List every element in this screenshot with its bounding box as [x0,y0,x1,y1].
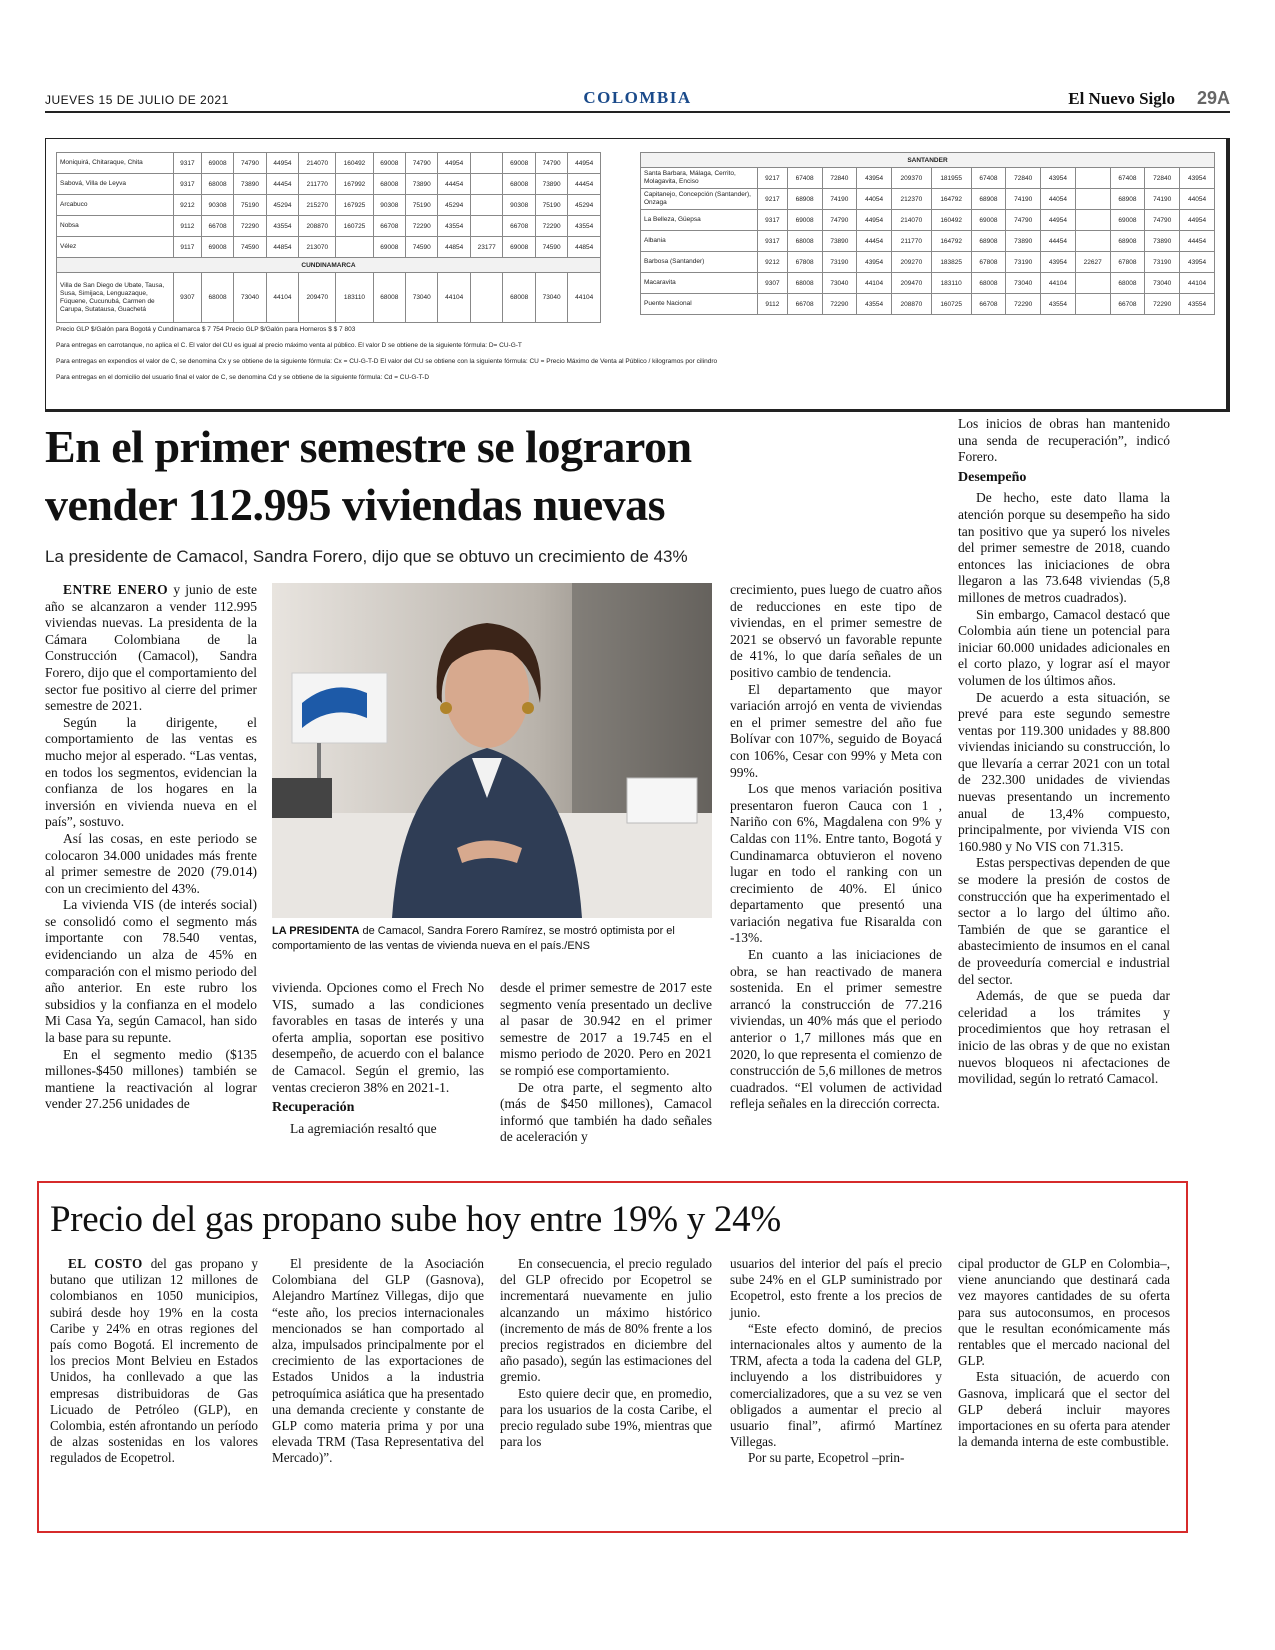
gas-column-3 [500,1256,712,1450]
value-cell: 183110 [336,273,373,323]
value-cell: 69008 [971,210,1006,231]
table-row [57,174,601,195]
value-cell: 69008 [787,210,822,231]
paragraph: Según la dirigente, el comportamiento de las ventas es mucho mejor al esperado. “Las ventas, en todos los segmentos, evidencian la confianza de los hogares en la inversión en vivienda nueva en el país”, sostuvo. [45,714,257,830]
table-row [57,153,601,174]
value-cell: 43554 [438,216,470,237]
value-cell: 66708 [201,216,233,237]
value-cell: 43954 [1180,168,1215,189]
value-cell: 43554 [1041,294,1076,315]
value-cell: 74790 [535,153,567,174]
table-note: Para entregas en expendios el valor de C, se denomina Cx y se obtiene de la siguiente fórmula: Cx = CU-G-T-D El valor del CU se obtiene con la siguiente fórmula: CU = Precio Máximo de Venta al Público / kilogramos por cilindro [56,358,718,365]
article-column-5 [958,416,1170,1088]
value-cell: 167992 [336,174,373,195]
table-note: Para entregas en carrotanque, no aplica el C. El valor del CU es igual al precio máximo venta al público. El valor D se obtiene de la siguiente fórmula: D= CU-G-T [56,342,522,349]
price-table-right [640,152,1215,315]
value-cell: 9317 [758,231,788,252]
value-cell: 22627 [1075,252,1110,273]
paragraph: La vivienda VIS (de interés social) se consolidó como el segmento más importante con 78.540 ventas, evidenciando un alza de 45% en comparación con el mismo periodo del año anterior. En este rubro los subsidios y la confianza en el modelo Mi Casa Ya, según Camacol, han sido la base para su repunte. [45,897,257,1046]
table-note: Para entregas en el domicilio del usuario final el valor de C, se denomina Cd y se obtiene de la siguiente fórmula: Cd = CU-G-T-D [56,374,430,381]
place-cell: Nobsa [57,216,174,237]
value-cell: 44104 [1180,273,1215,294]
subheading: Desempeño [958,469,1027,485]
table-row [641,168,1215,189]
value-cell: 43954 [1041,168,1076,189]
table-row [641,231,1215,252]
value-cell: 67408 [787,168,822,189]
value-cell: 45294 [568,195,601,216]
value-cell: 72840 [1006,168,1041,189]
value-cell: 72840 [1145,168,1180,189]
table-row [641,189,1215,210]
value-cell: 74590 [406,237,438,258]
value-cell: 9217 [758,189,788,210]
value-cell: 45294 [266,195,298,216]
gas-column-5 [958,1256,1170,1450]
gas-column-4 [730,1256,942,1467]
value-cell: 68008 [1110,273,1145,294]
value-cell: 160725 [931,294,971,315]
lead-in: ENTRE ENERO [63,582,169,597]
value-cell: 44954 [1180,210,1215,231]
value-cell: 66708 [1110,294,1145,315]
value-cell: 69008 [1110,210,1145,231]
value-cell: 68008 [787,231,822,252]
table-section-title: SANTANDER [641,153,1215,168]
value-cell [470,195,502,216]
value-cell: 74190 [1006,189,1041,210]
value-cell: 66708 [373,216,405,237]
value-cell: 72290 [234,216,266,237]
value-cell: 9317 [758,210,788,231]
value-cell: 9317 [174,153,202,174]
value-cell: 73890 [1006,231,1041,252]
value-cell: 43954 [1180,252,1215,273]
value-cell: 68008 [373,273,405,323]
value-cell: 74790 [822,210,857,231]
value-cell: 73890 [1145,231,1180,252]
value-cell: 9307 [758,273,788,294]
place-cell: Albania [641,231,758,252]
place-cell: Puente Nacional [641,294,758,315]
value-cell: 44054 [857,189,892,210]
value-cell [1075,210,1110,231]
value-cell: 44854 [568,237,601,258]
value-cell: 74590 [234,237,266,258]
value-cell: 44954 [1041,210,1076,231]
value-cell: 68008 [787,273,822,294]
value-cell: 73890 [822,231,857,252]
value-cell [1075,168,1110,189]
article-column-1 [45,582,257,1113]
table-row [641,273,1215,294]
value-cell: 23177 [470,237,502,258]
value-cell: 68008 [201,174,233,195]
value-cell: 209470 [299,273,336,323]
value-cell: 44854 [438,237,470,258]
value-cell: 214070 [299,153,336,174]
place-cell: Moniquirá, Chitaraque, Chita [57,153,174,174]
paragraph: De acuerdo a esta situación, se prevé para este segundo semestre ventas por 119.300 unidades y 88.800 viviendas iniciando su construcción, lo que llevaría a cerrar 2021 con un total de 232.300 unidades de viviendas nuevas presentando un incremento anual de 13,4% compuesto, principalmente, por vivienda VIS con 160.980 y No VIS con 71.315. [958,689,1170,854]
value-cell: 67408 [1110,168,1145,189]
value-cell: 68008 [373,174,405,195]
table-section-row [641,153,1215,168]
value-cell: 160725 [336,216,373,237]
value-cell: 66708 [971,294,1006,315]
paragraph: La agremiación resaltó que [290,1120,437,1136]
article-column-2 [272,980,484,1137]
value-cell: 73890 [406,174,438,195]
value-cell: 68008 [201,273,233,323]
value-cell [1075,189,1110,210]
value-cell: 67808 [787,252,822,273]
value-cell [470,153,502,174]
value-cell: 68908 [971,189,1006,210]
value-cell: 44054 [1180,189,1215,210]
gas-column-2 [272,1256,484,1467]
value-cell: 74790 [406,153,438,174]
article-headline [45,418,945,534]
value-cell: 69008 [373,153,405,174]
table-row [641,210,1215,231]
paragraph: De otra parte, el segmento alto (más de $450 millones), Camacol informó que también ha dado señales de aceleración y [500,1079,712,1145]
value-cell: 66708 [787,294,822,315]
place-cell: Vélez [57,237,174,258]
value-cell: 66708 [503,216,535,237]
subheading: Recuperación [272,1100,355,1116]
value-cell: 44454 [1041,231,1076,252]
value-cell: 90308 [201,195,233,216]
paragraph: En el segmento medio ($135 millones-$450 millones) también se mantiene la reactivación al lograr vender 27.256 unidades de [45,1046,257,1112]
paragraph: Esto quiere decir que, en promedio, para los usuarios de la costa Caribe, el precio regulado sube 19%, mientras que para los [500,1385,712,1450]
value-cell: 209470 [892,273,932,294]
value-cell [1075,294,1110,315]
value-cell: 44954 [266,153,298,174]
value-cell: 74190 [822,189,857,210]
value-cell: 73040 [406,273,438,323]
value-cell [336,237,373,258]
paragraph: desde el primer semestre de 2017 este segmento venía presentado un declive al pasar de 30.942 en el primer semestre de 2017 a 19.745 en el mismo periodo de 2020. Pero en 2021 se rompió ese comportamiento. [500,980,712,1078]
value-cell: 43554 [1180,294,1215,315]
value-cell: 73040 [822,273,857,294]
value-cell: 74590 [535,237,567,258]
value-cell: 160492 [931,210,971,231]
value-cell: 44104 [266,273,298,323]
table-row [57,273,601,323]
value-cell: 73890 [234,174,266,195]
value-cell: 73040 [1145,273,1180,294]
place-cell: Barbosa (Santander) [641,252,758,273]
value-cell: 68908 [787,189,822,210]
value-cell: 73190 [1145,252,1180,273]
table-row [57,216,601,237]
value-cell: 90308 [503,195,535,216]
paragraph: vivienda. Opciones como el Frech No VIS, sumado a las condiciones favorables en tasas de interés y una oferta amplia, soportan ese positivo desempeño, de acuerdo con el balance de Camacol. Según el gremio, las ventas crecieron 38% en 2021-1. [272,980,484,1095]
value-cell: 45294 [438,195,470,216]
value-cell [1075,231,1110,252]
value-cell: 73190 [1006,252,1041,273]
place-cell: La Belleza, Güepsa [641,210,758,231]
value-cell: 73040 [535,273,567,323]
paragraph: Así las cosas, en este periodo se colocaron 34.000 unidades más frente al primer semestre de 2020 (79.014) con un crecimiento del 43%. [45,830,257,896]
value-cell: 44454 [438,174,470,195]
value-cell: 72290 [535,216,567,237]
value-cell: 68008 [503,273,535,323]
paragraph: Los inicios de obras han mantenido una senda de recuperación”, indicó Forero. [958,416,1170,465]
value-cell: 9217 [758,168,788,189]
value-cell: 44954 [438,153,470,174]
value-cell: 43554 [568,216,601,237]
article-column-4 [730,582,942,1113]
value-cell: 167925 [336,195,373,216]
value-cell: 164792 [931,231,971,252]
value-cell: 160492 [336,153,373,174]
caption-text: de Camacol, Sandra Forero Ramírez, se mostró optimista por el comportamiento de las ventas de vivienda nueva en el país./ENS [272,925,675,952]
value-cell: 67408 [971,168,1006,189]
value-cell [470,174,502,195]
value-cell: 44454 [857,231,892,252]
value-cell: 72290 [822,294,857,315]
value-cell: 44454 [266,174,298,195]
value-cell: 9112 [174,216,202,237]
value-cell: 215270 [299,195,336,216]
value-cell: 75190 [535,195,567,216]
value-cell: 75190 [406,195,438,216]
page-number: 29A [1196,88,1230,108]
value-cell: 72840 [822,168,857,189]
paragraph: del gas propano y butano que utilizan 12 millones de colombianos en 1050 municipios, subirá desde hoy 19% en la costa Caribe y 24% en otras regiones del país como Bogotá. El incremento de los precios Mont Belvieu en Estados Unidos, ha conllevado a que las empresas distribuidoras de Gas Licuado de Petróleo (GLP), en Colombia, estén afrontando un período de alzas sostenidas en los valores regulados de Ecopetrol. [50,1256,259,1466]
value-cell: 68908 [1110,231,1145,252]
value-cell: 43554 [857,294,892,315]
value-cell: 43954 [1041,252,1076,273]
value-cell [470,216,502,237]
table-row [57,237,601,258]
value-cell: 68908 [1110,189,1145,210]
paragraph: crecimiento, pues luego de cuatro años de reducciones en este tipo de viviendas, en el primer semestre de 2021 se observó un favorable repunte de 41%, lo que daría señales de un positivo cambio de tendencia. [730,582,942,680]
header-rule [45,111,1230,113]
value-cell: 73040 [1006,273,1041,294]
headline-line: En el primer semestre se lograron [45,421,692,472]
paragraph: “Este efecto dominó, de precios internacionales altos y aumento de la TRM, afecta a toda la cadena del GLP, incluyendo a los distribuidores y comercializadores, que a su vez se ven obligados a aumentar el precio al usuario final”, afirmó Martínez Villegas. [730,1320,942,1450]
place-cell: Macaravita [641,273,758,294]
photo-caption [272,924,712,954]
paragraph: cipal productor de GLP en Colombia–, viene anunciando que destinará cada vez mayores cantidades de su oferta para sus autoconsumos, en procesos que le resultan económicamente más rentables que el mercado nacional del GLP. [958,1256,1170,1369]
paragraph: Esta situación, de acuerdo con Gasnova, implicará que el sector del GLP deberá incluir mayores importaciones en su oferta para atender la demanda interna de este combustible. [958,1369,1170,1450]
place-cell: Sabová, Villa de Leyva [57,174,174,195]
value-cell: 74790 [1145,210,1180,231]
value-cell: 209370 [892,168,932,189]
value-cell: 44104 [568,273,601,323]
value-cell: 44954 [857,210,892,231]
paragraph: y junio de este año se alcanzaron a vender 112.995 viviendas nuevas. La presidenta de la Cámara Colombiana de la Construcción (Camacol), Sandra Forero, dijo que el comportamiento del sector fue positivo al cierre del primer semestre de 2021. [45,582,257,714]
value-cell: 44104 [857,273,892,294]
table-row [57,195,601,216]
caption-lead: LA PRESIDENTA [272,925,360,937]
value-cell: 213070 [299,237,336,258]
paragraph: Estas perspectivas dependen de que se modere la presión de costos de construcción que ha experimentado el sector a lo largo del último año. También de que se garantice el abastecimiento de insumos en el canal de proveeduría comercial e industrial del sector. [958,855,1170,987]
value-cell: 44104 [438,273,470,323]
value-cell: 9317 [174,174,202,195]
value-cell: 75190 [234,195,266,216]
value-cell: 44054 [1041,189,1076,210]
value-cell: 74790 [1006,210,1041,231]
value-cell: 183110 [931,273,971,294]
value-cell: 44104 [1041,273,1076,294]
value-cell: 44954 [568,153,601,174]
value-cell: 68008 [503,174,535,195]
value-cell: 73040 [234,273,266,323]
value-cell: 211770 [299,174,336,195]
value-cell: 181955 [931,168,971,189]
value-cell: 90308 [373,195,405,216]
value-cell: 73890 [535,174,567,195]
value-cell: 69008 [201,237,233,258]
article-subhead: La presidente de Camacol, Sandra Forero, dijo que se obtuvo un crecimiento de 43% [45,547,688,566]
value-cell: 72290 [1006,294,1041,315]
value-cell: 43554 [266,216,298,237]
value-cell: 69008 [373,237,405,258]
place-cell: Arcabuco [57,195,174,216]
value-cell: 73190 [822,252,857,273]
value-cell: 68908 [971,231,1006,252]
paragraph: usuarios del interior del país el precio sube 24% en el GLP suministrado por Ecopetrol, esto frente a los precios de junio. [730,1256,942,1320]
value-cell: 164792 [931,189,971,210]
value-cell: 9212 [174,195,202,216]
value-cell: 68008 [971,273,1006,294]
value-cell: 9307 [174,273,202,323]
table-section-title: CUNDINAMARCA [57,258,601,273]
value-cell: 212370 [892,189,932,210]
value-cell: 67808 [971,252,1006,273]
place-cell: Capitanejo, Concepción (Santander), Onzaga [641,189,758,210]
article-column-3 [500,980,712,1146]
paragraph: Sin embargo, Camacol destacó que Colombia aún tiene un potencial para iniciar 60.000 unidades adicionales en el corto plazo, y lograr así el mayor volumen de los últimos años. [958,606,1170,688]
table-section-row [57,258,601,273]
newspaper-name: El Nuevo Siglo [1068,89,1175,108]
value-cell: 72290 [1145,294,1180,315]
paragraph: El departamento que mayor variación arrojó en venta de viviendas en el primer semestre del año fue Bolívar con 107%, seguido de Boyacá con 106%, Cesar con 99% y Meta con 99%. [730,681,942,780]
section-title: COLOMBIA [583,88,692,107]
value-cell: 208870 [892,294,932,315]
place-cell: Villa de San Diego de Ubate, Tausa, Susa, Simijaca, Lenguazaque, Fúquene, Cucunubá, Carmen de Carupa, Sutatausa, Guachetá [57,273,174,323]
headline-line: vender 112.995 viviendas nuevas [45,479,666,530]
lead-in: EL COSTO [68,1256,143,1271]
value-cell: 211770 [892,231,932,252]
value-cell: 69008 [503,153,535,174]
value-cell: 67808 [1110,252,1145,273]
value-cell: 214070 [892,210,932,231]
value-cell [470,273,502,323]
value-cell: 74790 [234,153,266,174]
value-cell: 69008 [503,237,535,258]
value-cell: 9112 [758,294,788,315]
article-photo [272,583,712,918]
value-cell: 44854 [266,237,298,258]
place-cell: Santa Barbara, Málaga, Cerrito, Molagavita, Enciso [641,168,758,189]
issue-date: JUEVES 15 DE JULIO DE 2021 [45,93,229,107]
value-cell: 43954 [857,168,892,189]
paragraph: Además, de que se pueda dar celeridad a los trámites y procedimientos que hoy retrasan el inicio de las obras y de que no existan nuevos bloqueos ni afectaciones de movilidad, según lo retrató Camacol. [958,988,1170,1087]
gas-column-1 [50,1256,258,1467]
gas-headline: Precio del gas propano sube hoy entre 19% y 24% [50,1199,781,1240]
paragraph: En consecuencia, el precio regulado del GLP ofrecido por Ecopetrol se incrementará nuevamente en julio alcanzando un máximo histórico (incremento de más de 80% frente a los precios registrados en diciembre del año pasado), según las estimaciones del gremio. [500,1256,712,1385]
price-table-left [56,152,601,323]
paragraph: De hecho, este dato llama la atención porque su desempeño ha sido tan positivo que ya superó los niveles del primer semestre de 2018, cuando entonces las iniciaciones de obra llegaron a las 73.648 viviendas (5,8 millones de metros cuadrados). [958,490,1170,605]
table-row [641,294,1215,315]
value-cell: 44454 [568,174,601,195]
paragraph: En cuanto a las iniciaciones de obra, se han reactivado de manera sostenida. En el primer semestre arrancó la construcción de 77.216 viviendas, un 40% más que el periodo anterior o 1,7 millones más que en 2020, lo que representa el comienzo de construcción de 5,6 millones de metros cuadrados. “El volumen de actividad refleja señales en la dirección correcta. [730,947,942,1112]
value-cell: 209270 [892,252,932,273]
paragraph: Por su parte, Ecopetrol –prin- [748,1450,905,1466]
table-note: Precio GLP $/Galón para Bogotá y Cundinamarca $ 7 754 Precio GLP $/Galón para Horneros $ $ 7 803 [56,326,356,333]
value-cell: 9212 [758,252,788,273]
table-row [641,252,1215,273]
paragraph: El presidente de la Asociación Colombiana del GLP (Gasnova), Alejandro Martínez Villegas, dijo que “este año, los precios internacionales mencionados se han comportado al alza, impulsados principalmente por el crecimiento de las exportaciones de Estados Unidos a la industria petroquímica asiática que ha presentado una demanda creciente y constante de GLP como materia prima y por una elevada TRM (Tasa Representativa del Mercado)”. [272,1256,484,1466]
value-cell: 74190 [1145,189,1180,210]
value-cell: 183825 [931,252,971,273]
value-cell: 208870 [299,216,336,237]
paragraph: Los que menos variación positiva presentaron fueron Cauca con 1 , Nariño con 6%, Magdalena con 9% y Caldas con 11%. Entre tanto, Bogotá y Cundinamarca obtuvieron el noveno lugar en todo el ranking con un crecimiento de 40%. El único departamento que presentó una variación negativa fue Risaralda con -13%. [730,781,942,946]
value-cell: 44454 [1180,231,1215,252]
value-cell: 72290 [406,216,438,237]
value-cell [1075,273,1110,294]
value-cell: 69008 [201,153,233,174]
value-cell: 43954 [857,252,892,273]
value-cell: 9117 [174,237,202,258]
